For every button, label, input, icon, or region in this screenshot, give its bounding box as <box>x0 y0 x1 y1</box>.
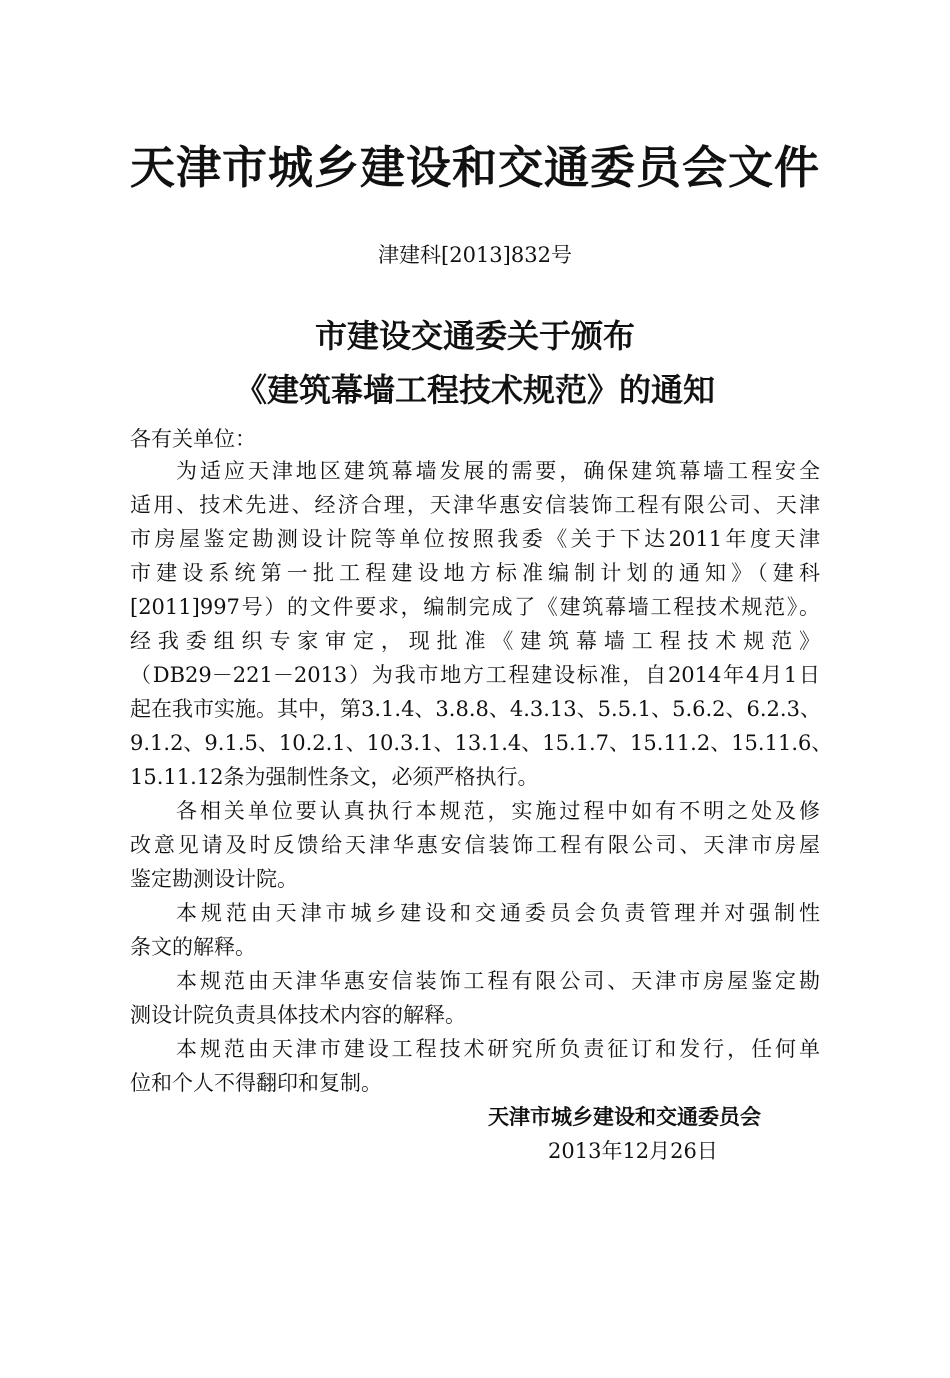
body-line: 改意见请及时反馈给天津华惠安信装饰工程有限公司、天津市房屋 <box>130 833 820 857</box>
body-line: 市建设系统第一批工程建设地方标准编制计划的通知》（建科 <box>130 561 820 585</box>
body-line: 各相关单位要认真执行本规范，实施过程中如有不明之处及修 <box>176 799 820 823</box>
body-line: 本规范由天津市建设工程技术研究所负责征订和发行，任何单 <box>176 1037 820 1061</box>
issue-date: 2013年12月26日 <box>548 1139 718 1163</box>
body-line: 本规范由天津市城乡建设和交通委员会负责管理并对强制性 <box>176 901 820 925</box>
body-line: 位和个人不得翻印和复制。 <box>130 1071 382 1095</box>
notice-title-line-2: 《建筑幕墙工程技术规范》的通知 <box>234 371 715 409</box>
body-line: 条文的解释。 <box>130 935 256 959</box>
body-line: 适用、技术先进、经济合理，天津华惠安信装饰工程有限公司、天津 <box>130 493 820 517</box>
document-header-title: 天津市城乡建设和交通委员会文件 <box>129 141 820 194</box>
body-line: 为适应天津地区建筑幕墙发展的需要，确保建筑幕墙工程安全 <box>176 459 820 483</box>
body-line: 测设计院负责具体技术内容的解释。 <box>130 1003 466 1027</box>
salutation: 各有关单位： <box>130 427 256 451</box>
body-line: 15.11.12条为强制性条文，必须严格执行。 <box>130 765 539 789</box>
notice-title-line-1: 市建设交通委关于颁布 <box>314 317 635 355</box>
issuer-signature: 天津市城乡建设和交通委员会 <box>488 1105 761 1129</box>
body-line: 经我委组织专家审定，现批准《建筑幕墙工程技术规范》 <box>130 629 820 653</box>
body-line: 鉴定勘测设计院。 <box>130 867 298 891</box>
body-line: （DB29－221－2013）为我市地方工程建设标准，自2014年4月1日 <box>130 663 820 687</box>
body-line: 本规范由天津华惠安信装饰工程有限公司、天津市房屋鉴定勘 <box>176 969 820 993</box>
document-number: 津建科[2013]832号 <box>378 243 572 267</box>
body-line: [2011]997号）的文件要求，编制完成了《建筑幕墙工程技术规范》。 <box>130 595 820 619</box>
body-line: 市房屋鉴定勘测设计院等单位按照我委《关于下达2011年度天津 <box>130 527 820 551</box>
body-line: 9.1.2、9.1.5、10.2.1、10.3.1、13.1.4、15.1.7、15.11.2、15.11.6、 <box>130 731 833 755</box>
body-line: 起在我市实施。其中，第3.1.4、3.8.8、4.3.13、5.5.1、5.6.2、6.2.3、 <box>130 697 821 721</box>
